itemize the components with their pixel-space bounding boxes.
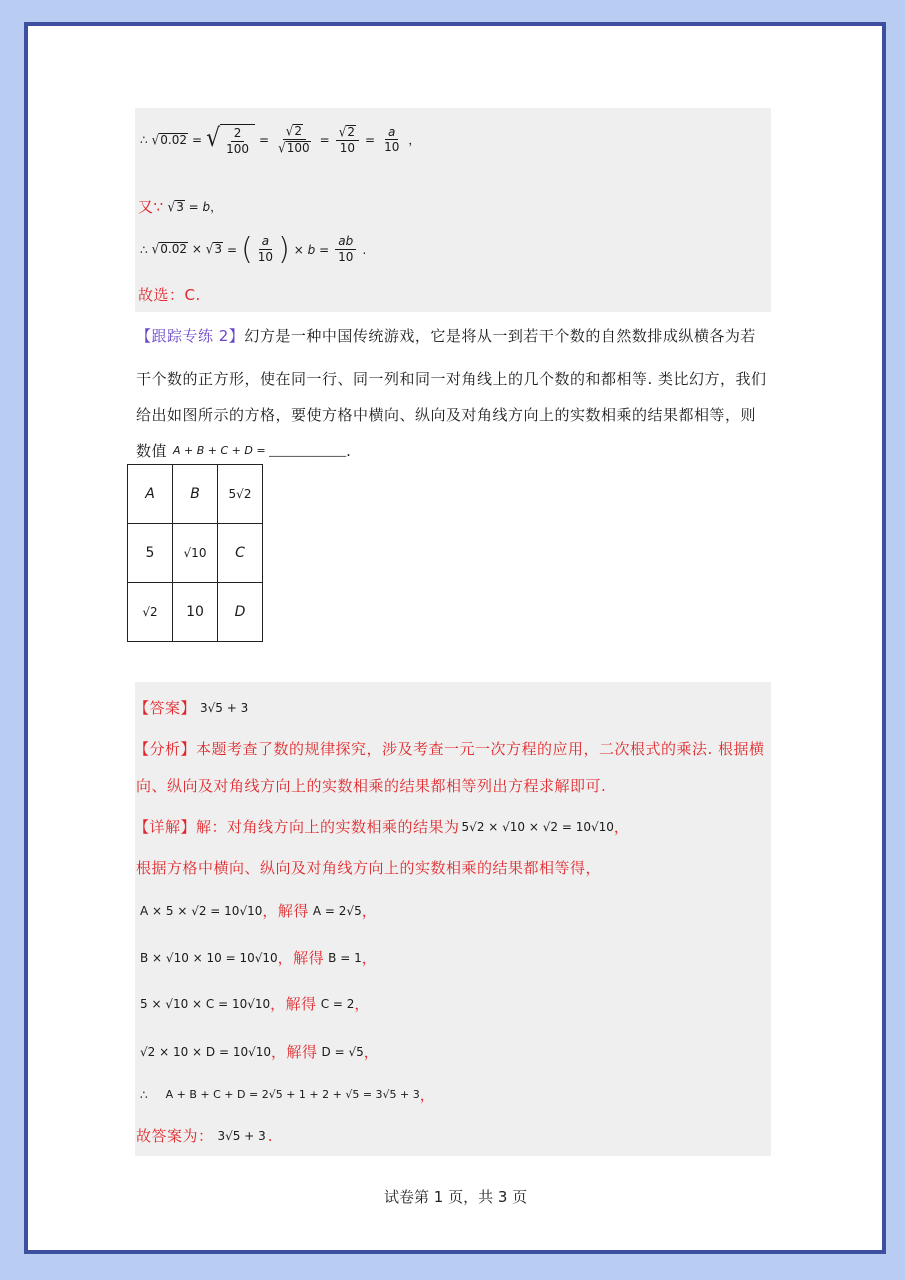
grid-cell: 5√2	[218, 465, 263, 524]
grid-cell: √2	[128, 583, 173, 642]
equation-d: √2 × 10 × D = 10√10 ，解得 D = √5 ，	[140, 1043, 380, 1061]
grid-cell: D	[218, 583, 263, 642]
equation-c: 5 × √10 × C = 10√10 ，解得 C = 2 ，	[140, 995, 370, 1013]
grid-cell: C	[218, 524, 263, 583]
solution-line-2: 又∵ √3 = b，	[138, 198, 223, 216]
analysis-line-2: 向、纵向及对角线方向上的实数相乘的结果都相等列出方程求解即可.	[136, 777, 607, 795]
grid-cell: A	[128, 465, 173, 524]
exercise-line-3: 给出如图所示的方格，要使方格中横向、纵向及对角线方向上的实数相乘的结果都相等，则	[136, 406, 757, 424]
grid-cell: √10	[173, 524, 218, 583]
solution-line-1: ∴ √0.02 = √ $\frac{2}{100}$ = $\frac{√2}{√100}$ = $\frac{√2}{10}$ = $\frac{a}{10}$ ，	[140, 122, 421, 157]
sum-line: ∴ A + B + C + D = 2√5 + 1 + 2 + √5 = 3√5 + 3 ，	[140, 1086, 436, 1104]
since-prefix: 又∵	[138, 198, 164, 216]
grid-cell: 5	[128, 524, 173, 583]
conclusion-choice: 故选：C.	[138, 286, 201, 304]
exercise-line-1: 【跟踪专练 2】幻方是一种中国传统游戏，它是将从一到若干个数的自然数排成纵横各为若	[136, 327, 756, 345]
exercise-line-2: 干个数的正方形，使在同一行、同一列和同一对角线上的几个数的和都相等. 类比幻方，我们	[136, 370, 767, 388]
sum-blank: A + B + C + D = ______________	[173, 444, 347, 457]
grid-cell: B	[173, 465, 218, 524]
exercise-line-4: 数值 A + B + C + D = ______________ .	[136, 441, 352, 460]
answer-line: 【答案】 3√5 + 3	[134, 699, 249, 717]
solution-line-3: ∴ √0.02 × √3 = ( $\frac{a}{10}$ ) × b = $\frac{ab}{10}$ .	[140, 232, 367, 267]
detail-line-2: 根据方格中横向、纵向及对角线方向上的实数相乘的结果都相等得，	[136, 859, 602, 877]
exercise-tag: 【跟踪专练 2】	[136, 327, 245, 345]
equation-b: B × √10 × 10 = 10√10 ，解得 B = 1 ，	[140, 949, 378, 967]
page-footer: 试卷第 1 页，共 3 页	[384, 1188, 528, 1206]
detail-line-1: 【详解】 解：对角线方向上的实数相乘的结果为 5√2 × √10 × √2 = 10√10 ，	[134, 818, 630, 836]
equation-a: A × 5 × √2 = 10√10 ，解得 A = 2√5 ，	[140, 902, 378, 920]
analysis-line-1: 【分析】本题考查了数的规律探究，涉及考查一元一次方程的应用，二次根式的乘法. 根据横	[134, 740, 765, 758]
grid-cell: 10	[173, 583, 218, 642]
final-answer-line: 故答案为： 3√5 + 3 .	[136, 1126, 274, 1145]
magic-square-grid	[127, 464, 263, 642]
